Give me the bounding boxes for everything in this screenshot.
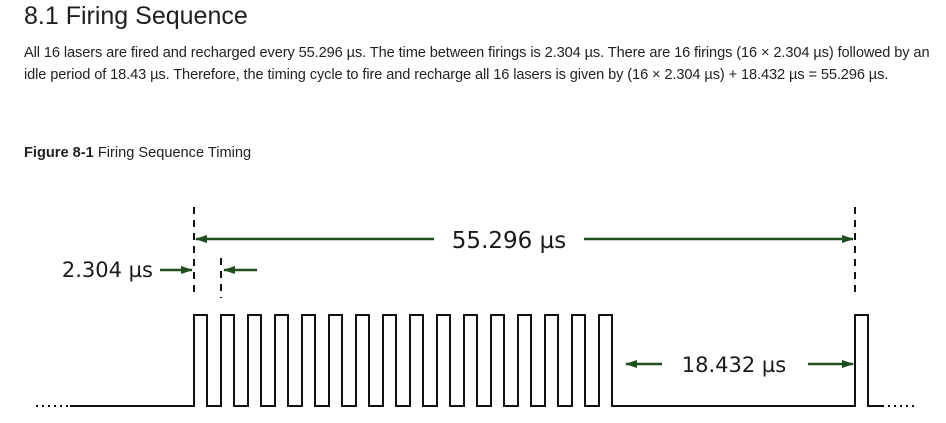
section-heading: 8.1 Firing Sequence: [24, 2, 248, 30]
firing-interval-label: 2.304 µs: [61, 258, 153, 282]
cycle-duration-label: 55.296 µs: [451, 228, 567, 254]
idle-duration-label: 18.432 µs: [681, 353, 787, 377]
figure-title: Firing Sequence Timing: [97, 145, 252, 161]
figure-label: Figure 8-1: [24, 145, 94, 161]
section-paragraph: All 16 lasers are fired and recharged every 55.296 µs. The time between firings is 2.304 µs. There are 16 firings (16 × 2.304 µs) followed by an idle period of 18.43 µs. Therefore, the timing cycle to fire and recharge all 16 lasers is given by (16 × 2.304 µs) + 18.432 µs = 55.296 µs.: [24, 45, 930, 83]
